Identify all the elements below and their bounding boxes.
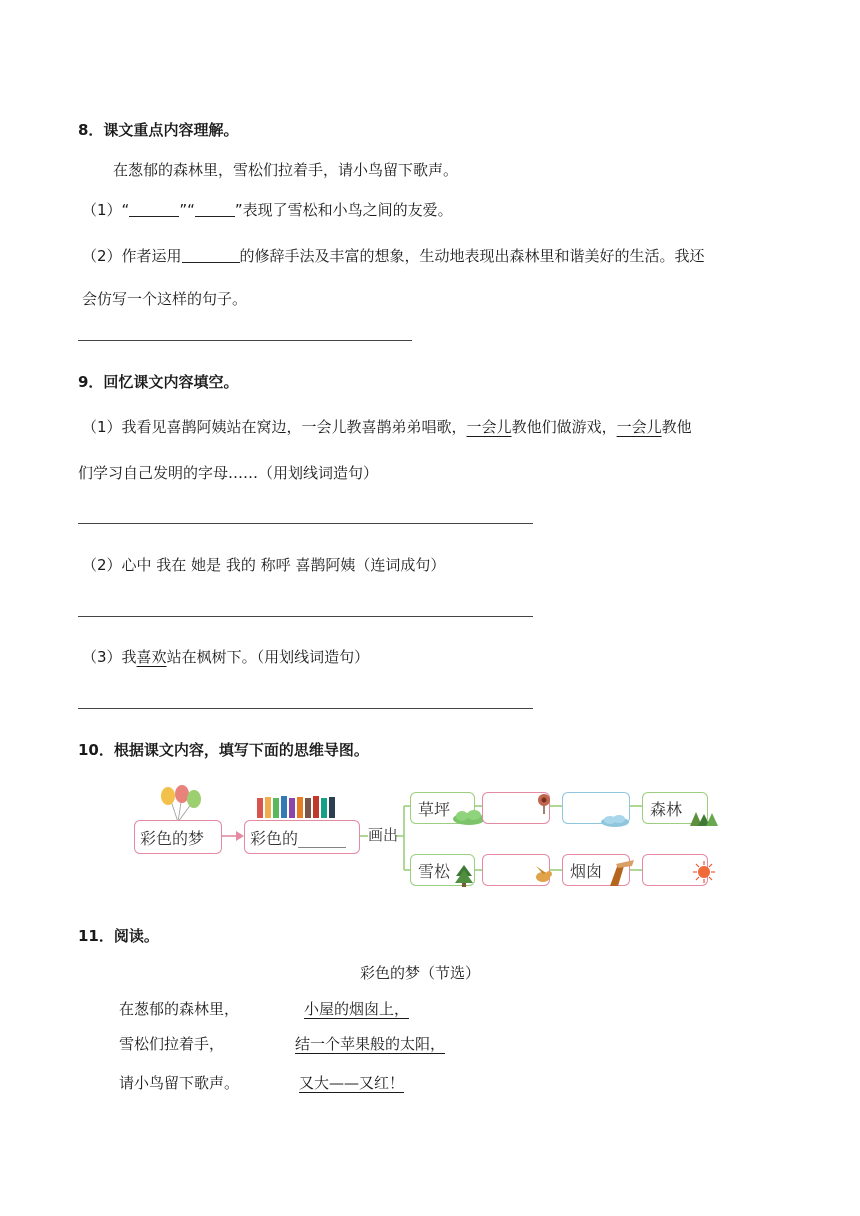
poem-right-line-3: 又大——又红！ (299, 1074, 405, 1092)
poem-left-line-2: 雪松们拉着手， (119, 1035, 225, 1053)
q9-title: 9．回忆课文内容填空。 (78, 373, 239, 391)
cloud-icon (600, 814, 630, 828)
mind-map-root-label: 彩色的梦 (140, 829, 205, 848)
poem-right-line-2: 结一个苹果般的太阳， (295, 1035, 446, 1053)
q9-sentence-1-line2: 们学习自己发明的字母……（用划线词造句） (78, 464, 379, 482)
q8-quote: 在葱郁的森林里，雪松们拉着手，请小鸟留下歌声。 (113, 161, 459, 179)
crayons-icon (255, 792, 345, 818)
flower-icon (534, 792, 554, 814)
mind-map-top-1-label: 草坪 (418, 800, 451, 819)
mind-map-connector-label: 画出 (368, 826, 399, 844)
pine-tree-icon (454, 864, 474, 888)
q8-part2-prefix: （2）作者运用 (82, 247, 182, 265)
q9-s3-underlined: 喜欢 (136, 648, 167, 666)
poem-left-line-3: 请小鸟留下歌声。 (119, 1074, 240, 1092)
q8-blank-3[interactable] (182, 248, 240, 263)
poem-title: 彩色的梦（节选） (360, 964, 481, 982)
q8-blank-2[interactable] (195, 202, 235, 217)
q8-part2-line2: 会仿写一个这样的句子。 (82, 290, 248, 308)
q8-part1 (82, 199, 453, 220)
q8-part1-mid: ”“ (179, 201, 195, 219)
q9-answer-line-3[interactable] (78, 708, 533, 709)
mind-map-bottom-3-label: 烟囱 (570, 862, 603, 881)
q8-title: 8．课文重点内容理解。 (78, 121, 239, 139)
q9-sentence-1 (82, 416, 692, 437)
q10-title: 10．根据课文内容，填写下面的思维导图。 (78, 741, 369, 759)
q9-sentence-2: （2）心中 我在 她是 我的 称呼 喜鹊阿姨（连词成句） (82, 556, 446, 574)
q8-part2 (82, 245, 705, 266)
bird-icon (532, 864, 554, 884)
chimney-icon (608, 858, 636, 888)
q9-s3-text-b: 站在枫树下。（用划线词造句） (166, 648, 370, 666)
grass-icon (452, 808, 486, 826)
mind-map-top-4-label: 森林 (650, 800, 683, 819)
q8-part1-suffix: ”表现了雪松和小鸟之间的友爱。 (234, 201, 453, 219)
poem-right-line-1: 小屋的烟囱上， (304, 1000, 410, 1018)
forest-icon (684, 810, 720, 828)
q9-s1-text-a: （1）我看见喜鹊阿姨站在窝边，一会儿教喜鹊弟弟唱歌， (82, 418, 467, 436)
q9-answer-line-2[interactable] (78, 616, 533, 617)
q9-answer-line-1[interactable] (78, 523, 533, 524)
q9-s1-text-c: 教他 (661, 418, 692, 436)
mind-map-bottom-1-label: 雪松 (418, 862, 451, 881)
q8-part2-suffix: 的修辞手法及丰富的想象，生动地表现出森林里和谐美好的生活。我还 (239, 247, 705, 265)
q9-s1-underlined-2: 一会儿 (616, 418, 662, 436)
poem-left-line-1: 在葱郁的森林里， (119, 1000, 240, 1018)
sun-icon (692, 860, 716, 884)
q9-s3-text-a: （3）我 (82, 648, 137, 666)
mind-map (120, 784, 730, 888)
q9-sentence-3 (82, 646, 369, 667)
q8-blank-1[interactable] (129, 202, 179, 217)
q11-title: 11．阅读。 (78, 927, 159, 945)
q8-answer-line[interactable] (78, 340, 412, 341)
q9-s1-text-b: 教他们做游戏， (511, 418, 617, 436)
mind-map-middle-label: 彩色的______ (250, 829, 347, 848)
q8-part1-prefix: （1）“ (82, 201, 130, 219)
balloons-icon (156, 784, 206, 824)
q9-s1-underlined-1: 一会儿 (466, 418, 512, 436)
